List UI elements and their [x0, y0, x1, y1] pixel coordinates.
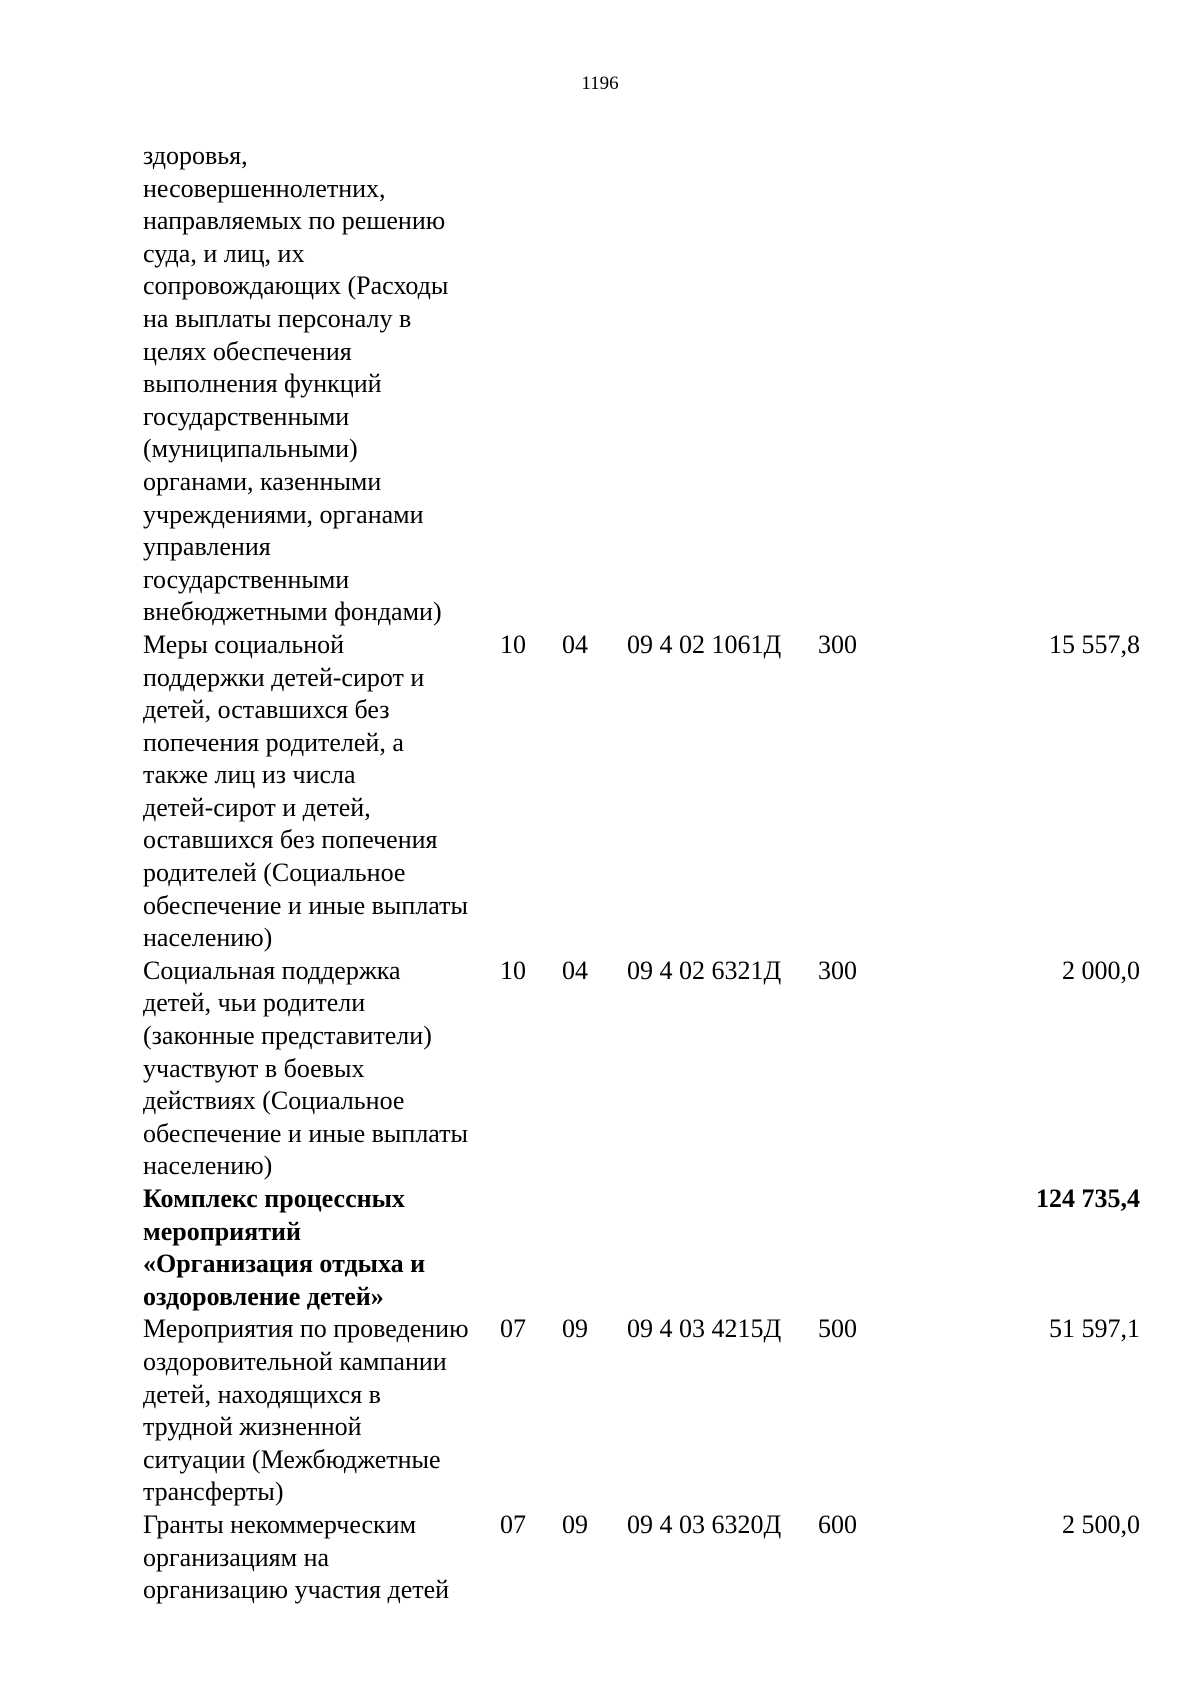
row-subsection-code: 04 — [562, 955, 588, 985]
row-description: Комплекс процессных мероприятий «Организация отдыха и оздоровление детей» — [143, 1184, 426, 1311]
row-subsection-code: 09 — [562, 1314, 588, 1344]
row-target-article-code: 09 4 03 6320Д — [627, 1509, 782, 1539]
row-expense-type-code: 600 — [818, 1509, 857, 1539]
row-amount: 124 735,4 — [1036, 1184, 1140, 1213]
row-amount: 2 000,0 — [1062, 955, 1140, 985]
row-amount: 2 500,0 — [1062, 1509, 1140, 1539]
row-expense-type-code: 300 — [818, 629, 857, 659]
row-description: Мероприятия по проведению оздоровительной кампании детей, находящихся в трудной жизненной ситуации (Межбюджетные трансферты) — [143, 1314, 469, 1507]
table-row — [0, 955, 1200, 1183]
table-row — [0, 140, 1200, 629]
table-row — [0, 1509, 1200, 1607]
table-row — [0, 629, 1200, 955]
table-row-group-header — [0, 1183, 1200, 1313]
row-amount: 51 597,1 — [1049, 1314, 1140, 1344]
row-subsection-code: 09 — [562, 1509, 588, 1539]
row-subsection-code: 04 — [562, 629, 588, 659]
table-row — [0, 1313, 1200, 1509]
row-expense-type-code: 500 — [818, 1314, 857, 1344]
row-target-article-code: 09 4 02 6321Д — [627, 955, 782, 985]
row-section-code: 10 — [500, 955, 526, 985]
row-section-code: 07 — [500, 1509, 526, 1539]
budget-table — [0, 140, 1200, 1607]
row-description: Гранты некоммерческим организациям на организацию участия детей — [143, 1509, 450, 1605]
row-section-code: 07 — [500, 1314, 526, 1344]
row-target-article-code: 09 4 02 1061Д — [627, 629, 782, 659]
row-description: Социальная поддержка детей, чьи родители (законные представители) участвуют в боевых действиях (Социальное обеспечение и иные выплаты населению) — [143, 955, 468, 1181]
row-section-code: 10 — [500, 629, 526, 659]
row-target-article-code: 09 4 03 4215Д — [627, 1314, 782, 1344]
row-amount: 15 557,8 — [1049, 629, 1140, 659]
row-description: Меры социальной поддержки детей-сирот и детей, оставшихся без попечения родителей, а также лиц из числа детей-сирот и детей, оставшихся без попечения родителей (Социальное обеспечение и иные выплаты населению) — [143, 629, 468, 953]
page-number: 1196 — [581, 73, 619, 94]
row-description: здоровья, несовершеннолетних, направляемых по решению суда, и лиц, их сопровождающих (Расходы на выплаты персоналу в целях обеспечения выполнения функций государственными (муниципальными) органами, казенными учреждениями, органами управления государственными внебюджетными фондами) — [143, 141, 449, 627]
row-expense-type-code: 300 — [818, 955, 857, 985]
